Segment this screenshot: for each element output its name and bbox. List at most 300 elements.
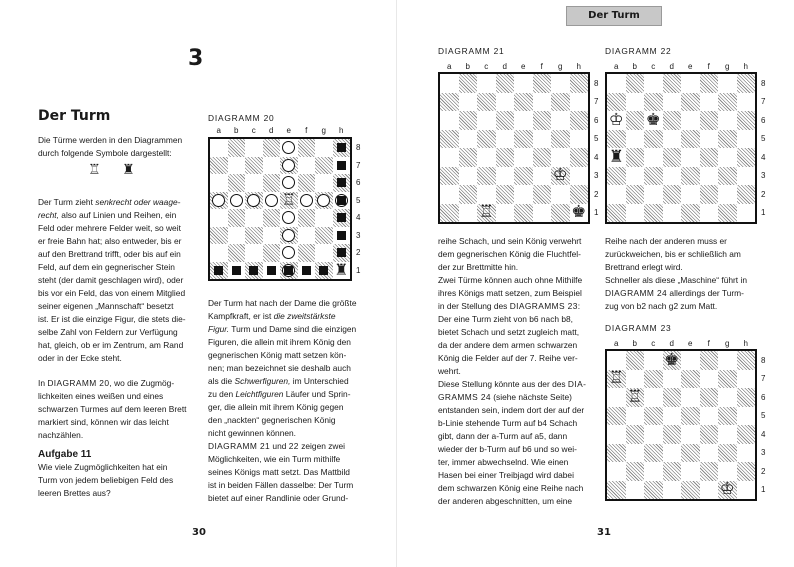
square-h6 — [570, 111, 589, 130]
rank-label: 2 — [594, 189, 599, 199]
black-rook-target-marker — [337, 161, 346, 170]
rank-labels — [356, 139, 360, 279]
chess-piece-icon: ♔ — [552, 165, 568, 185]
square-e3 — [280, 227, 298, 245]
square-d3 — [496, 167, 515, 186]
square-c8 — [477, 74, 496, 93]
square-g8 — [718, 351, 737, 370]
square-h7 — [570, 93, 589, 112]
square-a4 — [440, 148, 459, 167]
square-a2 — [607, 185, 626, 204]
square-f2 — [700, 462, 719, 481]
square-f7 — [700, 370, 719, 389]
file-label: c — [651, 339, 656, 348]
file-label: h — [743, 339, 748, 348]
square-b4 — [626, 148, 645, 167]
square-e6 — [280, 174, 298, 192]
square-e4 — [681, 148, 700, 167]
square-b7 — [626, 370, 645, 389]
square-c3 — [644, 444, 663, 463]
square-b5 — [626, 407, 645, 426]
square-b4 — [228, 209, 246, 227]
square-h6 — [737, 388, 756, 407]
square-c7 — [245, 157, 263, 175]
square-g6 — [551, 111, 570, 130]
square-g1 — [551, 204, 570, 223]
square-a6 — [440, 111, 459, 130]
square-c4 — [245, 209, 263, 227]
square-b8 — [626, 74, 645, 93]
chess-piece-icon: ♔ — [719, 479, 735, 499]
square-g7 — [315, 157, 333, 175]
file-label: c — [484, 62, 489, 71]
diagram-label: DIAGRAMM 20 — [208, 113, 275, 123]
square-f3 — [533, 167, 552, 186]
square-c6 — [477, 111, 496, 130]
square-c4 — [644, 148, 663, 167]
rank-label: 2 — [356, 248, 361, 258]
rank-label: 4 — [761, 152, 766, 162]
white-rook-target-marker — [282, 141, 295, 154]
black-rook-target-marker — [319, 266, 328, 275]
square-f6 — [533, 111, 552, 130]
square-d5 — [263, 192, 281, 210]
white-rook-target-marker — [247, 194, 260, 207]
square-f5 — [533, 130, 552, 149]
square-b1 — [459, 204, 478, 223]
square-d2 — [496, 185, 515, 204]
square-b3 — [626, 444, 645, 463]
square-d4 — [663, 148, 682, 167]
square-f3 — [298, 227, 316, 245]
file-label: a — [216, 126, 221, 135]
square-a4 — [210, 209, 228, 227]
file-labels — [210, 126, 350, 135]
white-rook-icon: ♖ — [88, 162, 101, 178]
square-b6 — [626, 388, 645, 407]
square-a3 — [210, 227, 228, 245]
square-d6 — [263, 174, 281, 192]
white-rook-target-marker — [265, 194, 278, 207]
square-f2 — [298, 244, 316, 262]
chess-piece-icon: ♚ — [664, 349, 680, 369]
rank-labels — [761, 351, 765, 499]
square-d8 — [663, 74, 682, 93]
rank-label: 5 — [761, 134, 766, 144]
chapter-number: 3 — [188, 46, 204, 71]
file-label: e — [521, 62, 526, 71]
square-a2 — [210, 244, 228, 262]
square-c2 — [245, 244, 263, 262]
rank-label: 4 — [761, 429, 766, 439]
square-e4 — [280, 209, 298, 227]
rank-label: 6 — [761, 115, 766, 125]
white-rook-target-marker — [282, 229, 295, 242]
square-c2 — [644, 185, 663, 204]
square-d2 — [263, 244, 281, 262]
square-c8 — [644, 74, 663, 93]
square-d6 — [663, 388, 682, 407]
square-c3 — [477, 167, 496, 186]
square-e3 — [514, 167, 533, 186]
square-e1 — [514, 204, 533, 223]
square-c1 — [644, 204, 663, 223]
file-label: f — [540, 62, 543, 71]
file-label: a — [447, 62, 452, 71]
square-g6 — [718, 111, 737, 130]
square-h5 — [570, 130, 589, 149]
square-b4 — [626, 425, 645, 444]
square-f7 — [298, 157, 316, 175]
file-label: c — [651, 62, 656, 71]
square-a3 — [607, 167, 626, 186]
square-b6 — [228, 174, 246, 192]
square-f1 — [700, 481, 719, 500]
rank-label: 5 — [761, 411, 766, 421]
square-h1 — [737, 481, 756, 500]
square-a6 — [607, 388, 626, 407]
square-a5 — [440, 130, 459, 149]
black-rook-target-marker — [337, 196, 346, 205]
square-h7 — [737, 93, 756, 112]
square-f5 — [700, 407, 719, 426]
square-g8 — [551, 74, 570, 93]
file-label: a — [614, 339, 619, 348]
square-f3 — [700, 444, 719, 463]
square-d2 — [663, 462, 682, 481]
rank-label: 8 — [761, 78, 766, 88]
square-h2 — [737, 185, 756, 204]
square-f5 — [298, 192, 316, 210]
square-h5 — [737, 130, 756, 149]
white-rook-target-marker — [212, 194, 225, 207]
black-rook-target-marker — [232, 266, 241, 275]
diagram-label: DIAGRAMM 22 — [605, 46, 672, 56]
square-b5 — [626, 130, 645, 149]
square-e2 — [681, 462, 700, 481]
square-f4 — [298, 209, 316, 227]
rank-label: 3 — [761, 171, 766, 181]
rank-label: 5 — [594, 134, 599, 144]
square-e1 — [681, 481, 700, 500]
chapter-header-tab: Der Turm — [566, 6, 662, 26]
square-h2 — [737, 462, 756, 481]
file-label: d — [502, 62, 507, 71]
square-e1 — [681, 204, 700, 223]
rank-label: 8 — [594, 78, 599, 88]
file-labels — [607, 339, 755, 348]
square-e6 — [681, 111, 700, 130]
black-rook-target-marker — [337, 213, 346, 222]
file-label: g — [725, 62, 730, 71]
file-label: g — [725, 339, 730, 348]
square-d6 — [496, 111, 515, 130]
square-c5 — [644, 130, 663, 149]
square-f4 — [533, 148, 552, 167]
square-b2 — [459, 185, 478, 204]
square-e2 — [514, 185, 533, 204]
square-c5 — [477, 130, 496, 149]
square-d3 — [263, 227, 281, 245]
square-c5 — [245, 192, 263, 210]
square-h1 — [333, 262, 351, 280]
square-b1 — [626, 204, 645, 223]
white-rook-target-marker — [300, 194, 313, 207]
page-number-right: 31 — [597, 527, 611, 538]
chess-piece-icon: ♖ — [608, 368, 624, 388]
square-d7 — [496, 93, 515, 112]
square-d5 — [496, 130, 515, 149]
square-e5 — [514, 130, 533, 149]
rank-label: 7 — [761, 374, 766, 384]
square-h8 — [333, 139, 351, 157]
file-label: b — [234, 126, 239, 135]
square-g2 — [551, 185, 570, 204]
square-g5 — [315, 192, 333, 210]
rank-label: 1 — [761, 208, 766, 218]
square-a3 — [607, 444, 626, 463]
square-a5 — [607, 130, 626, 149]
square-g1 — [315, 262, 333, 280]
square-a1 — [607, 204, 626, 223]
intro-text: Die Türme werden in den Diagrammen durch folgende Symbole dargestellt: — [38, 135, 183, 158]
square-g6 — [718, 388, 737, 407]
square-g5 — [551, 130, 570, 149]
paragraph-machine: Reihe nach der anderen muss er zurückweichen, bis er schließlich am Brettrand erlegt wird. Schneller als diese „Maschine“ führt in DIAGRAMM 24 allerdings der Turm- zug von b2 nach g2 zum Matt. — [605, 236, 747, 311]
diagram-label: DIAGRAMM 21 — [438, 46, 505, 56]
square-b1 — [626, 481, 645, 500]
square-d2 — [663, 185, 682, 204]
square-b5 — [228, 192, 246, 210]
square-d4 — [663, 425, 682, 444]
square-g8 — [315, 139, 333, 157]
square-d7 — [663, 370, 682, 389]
square-h3 — [333, 227, 351, 245]
square-h1 — [570, 204, 589, 223]
square-d1 — [663, 204, 682, 223]
square-e5 — [681, 130, 700, 149]
black-rook-target-marker — [302, 266, 311, 275]
square-h6 — [737, 111, 756, 130]
square-a3 — [440, 167, 459, 186]
file-label: b — [465, 62, 470, 71]
square-d7 — [663, 93, 682, 112]
square-g7 — [718, 93, 737, 112]
square-a6 — [607, 111, 626, 130]
rank-label: 1 — [356, 265, 361, 275]
square-g1 — [718, 204, 737, 223]
square-g2 — [315, 244, 333, 262]
white-rook-target-marker — [282, 246, 295, 259]
square-g2 — [718, 462, 737, 481]
black-rook-target-marker — [214, 266, 223, 275]
square-a7 — [210, 157, 228, 175]
square-b3 — [228, 227, 246, 245]
file-label: f — [707, 339, 710, 348]
black-rook-target-marker — [337, 143, 346, 152]
square-f6 — [298, 174, 316, 192]
paragraph-movement: Der Turm zieht senkrecht oder waage- recht, also auf Linien und Reihen, ein Feld oder mehrere Felder weit, so weit er freie Bahn hat; also entweder, bis er auf den Brettrand trifft, oder bis auf ein Feld, auf dem ein gegnerischer Stein steht (der damit geschlagen wird), oder bis vor ein Feld, das von einem Mitglied seiner eigenen „Mannschaft“ besetzt ist. Er ist die einzige Figur, die stets die- selbe Zahl von Feldern zur Verfügung hat, gleich, ob er im Zentrum, am Rand oder in der Ecke steht. — [38, 197, 186, 363]
black-rook-target-marker — [267, 266, 276, 275]
square-f1 — [533, 204, 552, 223]
square-f1 — [700, 204, 719, 223]
square-b6 — [459, 111, 478, 130]
file-labels — [440, 62, 588, 71]
square-g3 — [315, 227, 333, 245]
square-c6 — [245, 174, 263, 192]
rank-label: 2 — [761, 466, 766, 476]
square-e1 — [280, 262, 298, 280]
rank-label: 6 — [594, 115, 599, 125]
square-f2 — [700, 185, 719, 204]
rank-labels — [761, 74, 765, 222]
square-a4 — [607, 148, 626, 167]
rank-label: 6 — [761, 392, 766, 402]
rank-label: 7 — [761, 97, 766, 107]
square-d8 — [496, 74, 515, 93]
square-e5 — [280, 192, 298, 210]
square-d1 — [496, 204, 515, 223]
square-b3 — [459, 167, 478, 186]
square-h8 — [737, 351, 756, 370]
square-c1 — [644, 481, 663, 500]
file-labels — [607, 62, 755, 71]
square-f1 — [298, 262, 316, 280]
square-d1 — [263, 262, 281, 280]
square-a1 — [607, 481, 626, 500]
square-g8 — [718, 74, 737, 93]
chess-board — [605, 349, 757, 501]
square-h2 — [333, 244, 351, 262]
square-b8 — [228, 139, 246, 157]
chess-piece-icon: ♜ — [334, 260, 349, 280]
square-g7 — [718, 370, 737, 389]
square-b2 — [626, 462, 645, 481]
square-c2 — [644, 462, 663, 481]
square-a5 — [210, 192, 228, 210]
square-e4 — [681, 425, 700, 444]
square-h4 — [333, 209, 351, 227]
square-a8 — [440, 74, 459, 93]
page-number-left: 30 — [192, 527, 206, 538]
square-d5 — [663, 407, 682, 426]
task-title: Aufgabe 11 — [38, 449, 92, 460]
rank-label: 1 — [761, 485, 766, 495]
square-e7 — [681, 370, 700, 389]
file-label: f — [707, 62, 710, 71]
chapter-title: Der Turm — [38, 108, 111, 124]
square-e2 — [681, 185, 700, 204]
square-c7 — [477, 93, 496, 112]
square-f8 — [700, 351, 719, 370]
square-e2 — [280, 244, 298, 262]
square-e8 — [280, 139, 298, 157]
square-c2 — [477, 185, 496, 204]
rank-label: 7 — [356, 160, 361, 170]
square-b4 — [459, 148, 478, 167]
file-label: g — [558, 62, 563, 71]
rank-label: 2 — [761, 189, 766, 199]
black-rook-target-marker — [337, 231, 346, 240]
square-a7 — [607, 93, 626, 112]
black-rook-target-marker — [337, 178, 346, 187]
white-rook-target-marker — [282, 176, 295, 189]
diagram-label: DIAGRAMM 23 — [605, 323, 672, 333]
task-11: Aufgabe 11 Wie viele Zugmöglichkeiten hat ein Turm von jedem beliebigen Feld des leeren Brettes aus? — [38, 448, 208, 500]
square-a1 — [440, 204, 459, 223]
square-e6 — [681, 388, 700, 407]
square-e8 — [514, 74, 533, 93]
square-a4 — [607, 425, 626, 444]
square-f7 — [533, 93, 552, 112]
square-f3 — [700, 167, 719, 186]
square-g4 — [315, 209, 333, 227]
square-b8 — [626, 351, 645, 370]
file-label: d — [669, 62, 674, 71]
square-g5 — [718, 130, 737, 149]
rank-label: 3 — [594, 171, 599, 181]
chess-piece-icon: ♖ — [281, 190, 296, 210]
square-h3 — [737, 167, 756, 186]
square-g5 — [718, 407, 737, 426]
square-f4 — [700, 425, 719, 444]
square-f2 — [533, 185, 552, 204]
square-e4 — [514, 148, 533, 167]
square-f4 — [700, 148, 719, 167]
square-b7 — [626, 93, 645, 112]
square-e6 — [514, 111, 533, 130]
rank-labels — [594, 74, 598, 222]
square-e5 — [681, 407, 700, 426]
white-rook-target-marker — [230, 194, 243, 207]
square-h6 — [333, 174, 351, 192]
file-label: c — [251, 126, 256, 135]
file-label: e — [286, 126, 291, 135]
square-a5 — [607, 407, 626, 426]
file-label: h — [339, 126, 344, 135]
file-label: b — [632, 339, 637, 348]
black-rook-target-marker — [337, 248, 346, 257]
square-a2 — [440, 185, 459, 204]
square-c7 — [644, 93, 663, 112]
square-d3 — [663, 444, 682, 463]
square-h2 — [570, 185, 589, 204]
square-g1 — [718, 481, 737, 500]
square-d8 — [263, 139, 281, 157]
square-a2 — [607, 462, 626, 481]
square-f8 — [298, 139, 316, 157]
square-c3 — [644, 167, 663, 186]
chess-piece-icon: ♚ — [571, 202, 587, 222]
rank-label: 5 — [356, 195, 361, 205]
square-e7 — [514, 93, 533, 112]
square-d1 — [663, 481, 682, 500]
chess-piece-icon: ♚ — [645, 109, 661, 129]
square-e3 — [681, 444, 700, 463]
chess-board — [438, 72, 590, 224]
chess-piece-icon: ♔ — [608, 109, 624, 129]
square-h3 — [737, 444, 756, 463]
square-e7 — [681, 93, 700, 112]
rook-symbols — [88, 162, 156, 178]
square-b6 — [626, 111, 645, 130]
file-label: a — [614, 62, 619, 71]
square-h7 — [737, 370, 756, 389]
square-c4 — [477, 148, 496, 167]
square-c6 — [644, 111, 663, 130]
square-g4 — [551, 148, 570, 167]
square-h8 — [570, 74, 589, 93]
